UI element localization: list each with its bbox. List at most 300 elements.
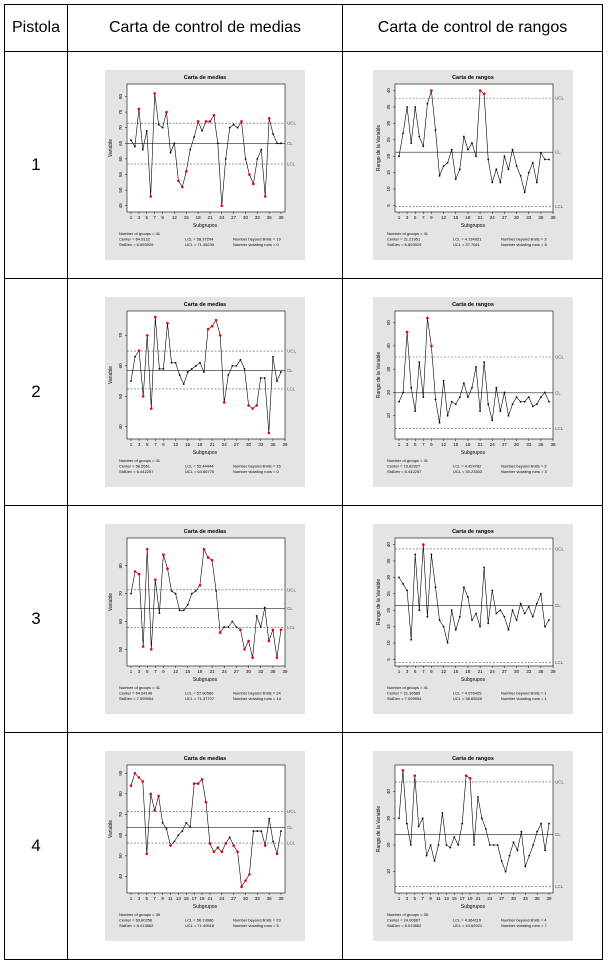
x-tick-label: 33: [525, 215, 531, 220]
stats-text: Center = 63.80256: [119, 917, 153, 923]
x-tick-label: 36: [537, 215, 543, 220]
data-point: [232, 844, 235, 847]
table-row: [5, 279, 603, 506]
data-point: [462, 136, 464, 138]
data-point: [179, 374, 181, 376]
data-point: [434, 399, 436, 401]
data-point: [414, 410, 416, 412]
data-point: [548, 823, 550, 825]
y-tick-label: 40: [385, 789, 391, 795]
data-point: [471, 619, 473, 621]
data-point: [406, 106, 408, 108]
data-point: [181, 186, 184, 189]
y-tick-label: 65: [118, 140, 123, 146]
data-point: [438, 175, 440, 177]
y-tick-label: 20: [385, 389, 391, 395]
data-point: [240, 120, 243, 123]
data-point: [531, 616, 533, 618]
data-point: [236, 365, 238, 367]
ucl-label: UCL: [287, 120, 297, 126]
data-point: [480, 817, 482, 819]
data-point: [422, 396, 424, 398]
chart-title: Carta de rangos: [451, 756, 494, 762]
stats-text: StdDev = 6.442257: [386, 469, 421, 474]
x-tick-label: 33: [525, 442, 531, 447]
y-axis-label: Rango de la Variable: [375, 351, 382, 399]
data-point: [406, 590, 408, 592]
ucl-label: UCL: [287, 348, 297, 354]
data-point: [413, 774, 416, 777]
data-point: [508, 855, 510, 857]
data-point: [240, 359, 242, 361]
data-point: [217, 846, 220, 849]
data-point: [256, 158, 258, 160]
x-tick-label: 24: [489, 215, 495, 220]
plot-area: [127, 765, 285, 893]
y-tick-label: 40: [385, 343, 391, 349]
data-point: [217, 142, 219, 144]
data-point: [252, 830, 254, 832]
stats-text: Number beyond limits = 4: [500, 917, 546, 923]
stats-text: Center = 21.36585: [386, 690, 420, 696]
data-point: [181, 830, 183, 832]
range-chart-cell: [343, 52, 603, 279]
x-tick-label: 21: [209, 669, 215, 674]
data-point: [544, 159, 546, 161]
chart-title: Carta de medias: [183, 756, 227, 762]
lcl-label: LCL: [554, 426, 563, 432]
x-tick-label: 12: [171, 215, 177, 220]
y-tick-label: 50: [118, 393, 123, 399]
plot-area: [127, 311, 285, 439]
data-point: [446, 162, 448, 164]
data-point: [548, 401, 550, 403]
stats-text: UCL = 71.40518: [185, 923, 215, 928]
x-tick-label: 30: [242, 215, 248, 220]
data-point: [426, 103, 428, 105]
data-point: [150, 648, 153, 651]
y-tick-label: 15: [385, 624, 391, 630]
x-tick-label: 15: [452, 215, 458, 220]
x-tick-label: 24: [489, 442, 495, 447]
data-point: [276, 142, 278, 144]
x-tick-label: 24: [221, 442, 227, 447]
data-point: [496, 844, 498, 846]
y-tick-label: 35: [385, 104, 391, 110]
data-point: [244, 879, 247, 882]
x-tick-label: 27: [501, 669, 507, 674]
data-point: [247, 404, 250, 407]
data-point: [515, 619, 517, 621]
lcl-label: LCL: [554, 203, 563, 209]
data-point: [154, 316, 157, 319]
stats-text: LCL = 4.364119: [452, 917, 481, 923]
data-point: [401, 769, 404, 772]
data-point: [468, 777, 471, 780]
data-point: [429, 844, 431, 846]
x-tick-label: 39: [545, 896, 552, 901]
data-point: [535, 603, 537, 605]
x-tick-label: 21: [207, 896, 213, 901]
data-point: [189, 826, 191, 828]
data-point: [536, 831, 538, 833]
stats-text: Number beyond limits = 1: [500, 690, 546, 696]
data-point: [467, 149, 469, 151]
x-tick-label: 27: [233, 442, 239, 447]
x-tick-label: 24: [221, 669, 227, 674]
data-point: [185, 822, 187, 824]
x-tick-label: 24: [219, 215, 225, 220]
data-point: [134, 772, 137, 775]
data-point: [260, 377, 262, 379]
x-tick-label: 33: [525, 669, 531, 674]
x-axis-label: Subgrupos: [460, 223, 485, 229]
cl-label: CL: [287, 367, 293, 373]
x-tick-label: 5: [145, 215, 149, 220]
x-tick-label: 36: [534, 896, 540, 901]
data-point: [471, 142, 473, 144]
x-tick-label: 5: [413, 669, 416, 674]
ucl-label: UCL: [554, 779, 564, 785]
data-point: [272, 629, 275, 632]
data-point: [422, 543, 425, 546]
data-point: [223, 626, 225, 628]
data-point: [211, 325, 214, 328]
chart-title: Carta de rangos: [451, 302, 494, 308]
data-point: [527, 606, 529, 608]
x-tick-label: 3: [137, 896, 141, 901]
data-point: [175, 362, 177, 364]
x-tick-label: 1: [397, 215, 400, 220]
x-tick-label: 21: [477, 669, 483, 674]
data-point: [458, 396, 460, 398]
stats-text: Number beyond limits = 24: [233, 690, 281, 696]
data-point: [544, 392, 546, 394]
data-point: [268, 640, 271, 643]
x-tick-label: 7: [154, 442, 157, 447]
x-tick-label: 27: [498, 896, 504, 901]
data-point: [414, 554, 416, 556]
mean-chart: [105, 297, 305, 487]
x-tick-label: 7: [154, 669, 157, 674]
data-point: [442, 626, 444, 628]
data-point: [193, 136, 195, 138]
y-tick-label: 20: [385, 607, 391, 613]
x-tick-label: 27: [231, 896, 237, 901]
x-tick-label: 18: [197, 669, 203, 674]
data-point: [162, 822, 164, 824]
data-point: [491, 182, 493, 184]
x-tick-label: 21: [477, 215, 483, 220]
data-point: [130, 593, 132, 595]
stats-text: LCL = 4.734921: [452, 236, 481, 242]
stats-text: Center = 24.00667: [386, 917, 420, 923]
x-tick-label: 30: [246, 442, 252, 447]
mean-chart-cell: [68, 733, 343, 960]
mean-chart: [105, 751, 305, 941]
range-chart: [373, 524, 573, 714]
data-point: [138, 349, 141, 352]
y-tick-label: 60: [118, 156, 123, 162]
y-tick-label: 75: [118, 109, 123, 115]
x-tick-label: 9: [162, 669, 165, 674]
data-point: [171, 362, 173, 364]
data-point: [149, 195, 152, 198]
y-tick-label: 30: [385, 815, 391, 821]
data-point: [130, 139, 132, 141]
data-point: [442, 165, 444, 167]
data-point: [488, 844, 490, 846]
data-point: [453, 836, 455, 838]
data-point: [264, 195, 267, 198]
cl-label: CL: [287, 141, 293, 147]
data-point: [276, 852, 279, 855]
stats-text: Number of groups = 41: [386, 458, 428, 463]
x-tick-label: 24: [219, 896, 225, 901]
stats-text: StdDev = 7.099954: [386, 696, 421, 701]
pistola-number: 1: [5, 52, 68, 279]
x-tick-label: 30: [513, 669, 519, 674]
x-tick-label: 30: [513, 215, 519, 220]
data-point: [454, 629, 456, 631]
data-point: [142, 780, 145, 783]
x-tick-label: 18: [464, 215, 470, 220]
mean-chart: [105, 524, 305, 714]
y-axis-label: Variable: [108, 366, 114, 384]
data-point: [280, 371, 282, 373]
stats-text: Number of groups = 41: [119, 231, 161, 236]
data-point: [169, 844, 172, 847]
data-point: [499, 182, 501, 184]
stats-text: Center = 58.5561: [119, 463, 151, 469]
range-chart-cell: [343, 506, 603, 733]
cl-label: CL: [554, 149, 561, 155]
data-point: [260, 626, 262, 628]
data-point: [211, 559, 214, 562]
stats-text: LCL = 52.44444: [185, 463, 214, 469]
data-point: [511, 609, 513, 611]
data-point: [146, 334, 149, 337]
mean-chart-cell: [68, 52, 343, 279]
data-point: [523, 613, 525, 615]
cl-label: CL: [287, 606, 293, 612]
data-point: [231, 365, 233, 367]
stats-text: LCL = 56.19986: [185, 917, 214, 923]
data-point: [247, 640, 250, 643]
x-tick-label: 3: [137, 215, 141, 220]
data-point: [138, 776, 141, 779]
y-tick-label: 50: [118, 646, 123, 652]
lcl-label: LCL: [554, 659, 563, 665]
data-point: [475, 366, 477, 368]
x-tick-label: 7: [153, 896, 156, 901]
stats-text: Number of groups = 39: [386, 912, 428, 917]
cl-label: CL: [287, 824, 293, 830]
x-axis-label: Subgrupos: [192, 223, 218, 229]
data-point: [548, 159, 550, 161]
y-tick-label: 35: [385, 558, 391, 564]
data-point: [531, 162, 533, 164]
x-tick-label: 9: [429, 669, 433, 674]
x-tick-label: 19: [467, 896, 473, 901]
stats-text: LCL = 4.424782: [452, 463, 481, 469]
data-point: [434, 129, 436, 131]
x-tick-label: 30: [242, 896, 248, 901]
data-point: [268, 432, 271, 435]
data-point: [237, 127, 239, 129]
data-point: [402, 392, 404, 394]
plot-area: [395, 765, 553, 893]
data-point: [201, 778, 204, 781]
data-point: [142, 395, 145, 398]
data-point: [243, 648, 246, 651]
data-point: [402, 583, 404, 585]
y-tick-label: 80: [118, 791, 123, 797]
stats-text: UCL = 38.65528: [452, 696, 482, 701]
x-tick-label: 13: [443, 896, 449, 901]
data-point: [503, 155, 505, 157]
x-tick-label: 36: [537, 669, 543, 674]
x-tick-label: 13: [175, 896, 181, 901]
x-tick-label: 33: [522, 896, 528, 901]
cl-label: CL: [554, 831, 561, 837]
data-point: [209, 120, 212, 123]
data-point: [229, 836, 231, 838]
data-point: [507, 629, 509, 631]
data-point: [264, 377, 266, 379]
data-point: [495, 613, 497, 615]
y-tick-label: 30: [385, 574, 391, 580]
data-point: [434, 586, 436, 588]
data-point: [134, 146, 136, 148]
data-point: [227, 626, 229, 628]
y-tick-label: 20: [385, 153, 391, 159]
y-tick-label: 50: [118, 853, 123, 859]
x-tick-label: 36: [266, 896, 272, 901]
stats-text: UCL = 37.7041: [452, 242, 480, 247]
stats-text: Number violating runs = 0: [233, 469, 279, 474]
data-point: [197, 120, 200, 123]
data-point: [495, 168, 497, 170]
x-tick-label: 7: [153, 215, 156, 220]
data-point: [213, 850, 216, 853]
data-point: [450, 401, 452, 403]
data-point: [233, 124, 235, 126]
data-point: [417, 825, 419, 827]
data-point: [166, 322, 169, 325]
stats-text: StdDev = 8.013862: [119, 923, 154, 928]
data-point: [457, 844, 459, 846]
pistola-number: 4: [5, 733, 68, 960]
x-tick-label: 21: [209, 442, 215, 447]
data-point: [523, 191, 525, 193]
pistola-number: 2: [5, 279, 68, 506]
x-tick-label: 27: [501, 215, 507, 220]
y-tick-label: 20: [385, 842, 391, 848]
lcl-label: LCL: [287, 386, 296, 392]
data-point: [535, 403, 537, 405]
stats-text: StdDev = 6.893929: [119, 242, 154, 247]
data-point: [402, 132, 404, 134]
x-tick-label: 12: [440, 215, 446, 220]
data-point: [215, 319, 218, 322]
data-point: [430, 554, 432, 556]
y-tick-label: 70: [118, 125, 123, 131]
data-point: [189, 149, 191, 151]
data-point: [260, 149, 262, 151]
x-tick-label: 33: [258, 669, 264, 674]
y-tick-label: 30: [385, 366, 391, 372]
data-point: [215, 590, 217, 592]
chart-title: Carta de medias: [183, 302, 227, 308]
y-tick-label: 60: [118, 363, 123, 369]
data-point: [539, 396, 541, 398]
data-point: [236, 850, 239, 853]
stats-text: Number violating runs = 1: [500, 696, 547, 701]
x-tick-label: 11: [435, 896, 441, 901]
x-axis-label: Subgrupos: [460, 904, 485, 910]
data-point: [199, 362, 201, 364]
chart-title: Carta de rangos: [451, 529, 494, 535]
x-tick-label: 39: [282, 669, 288, 674]
data-point: [487, 403, 489, 405]
x-tick-label: 15: [185, 669, 191, 674]
data-point: [462, 586, 464, 588]
x-tick-label: 36: [537, 442, 543, 447]
chart-title: Carta de rangos: [451, 75, 494, 81]
data-point: [515, 396, 517, 398]
data-point: [260, 830, 262, 832]
stats-text: StdDev = 7.099954: [119, 696, 154, 701]
x-axis-label: Subgrupos: [460, 677, 485, 683]
data-point: [539, 593, 541, 595]
data-point: [224, 842, 227, 845]
x-tick-label: 1: [397, 896, 400, 901]
x-tick-label: 9: [429, 215, 433, 220]
data-point: [252, 183, 255, 186]
x-axis-label: Subgrupos: [460, 450, 485, 456]
data-point: [398, 155, 400, 157]
y-tick-label: 40: [385, 542, 391, 548]
x-tick-label: 15: [183, 896, 189, 901]
y-tick-label: 80: [118, 563, 123, 569]
data-point: [171, 590, 173, 592]
data-point: [523, 401, 525, 403]
data-point: [191, 593, 193, 595]
stats-text: UCL = 71.45235: [185, 242, 215, 247]
data-point: [207, 328, 210, 331]
y-tick-label: 60: [118, 618, 123, 624]
x-tick-label: 33: [254, 215, 260, 220]
x-tick-label: 15: [451, 896, 457, 901]
data-point: [134, 356, 136, 358]
mean-chart: [105, 70, 305, 260]
range-chart: [373, 751, 573, 941]
x-tick-label: 19: [199, 896, 205, 901]
y-tick-label: 70: [118, 332, 123, 338]
data-point: [433, 860, 435, 862]
data-point: [264, 844, 267, 847]
data-point: [516, 849, 518, 851]
data-point: [280, 142, 282, 144]
data-point: [220, 850, 223, 853]
data-point: [157, 795, 160, 798]
stats-text: Center = 19.82927: [386, 463, 420, 469]
x-tick-label: 12: [440, 442, 446, 447]
data-point: [458, 616, 460, 618]
x-tick-label: 39: [278, 896, 284, 901]
data-point: [177, 834, 179, 836]
